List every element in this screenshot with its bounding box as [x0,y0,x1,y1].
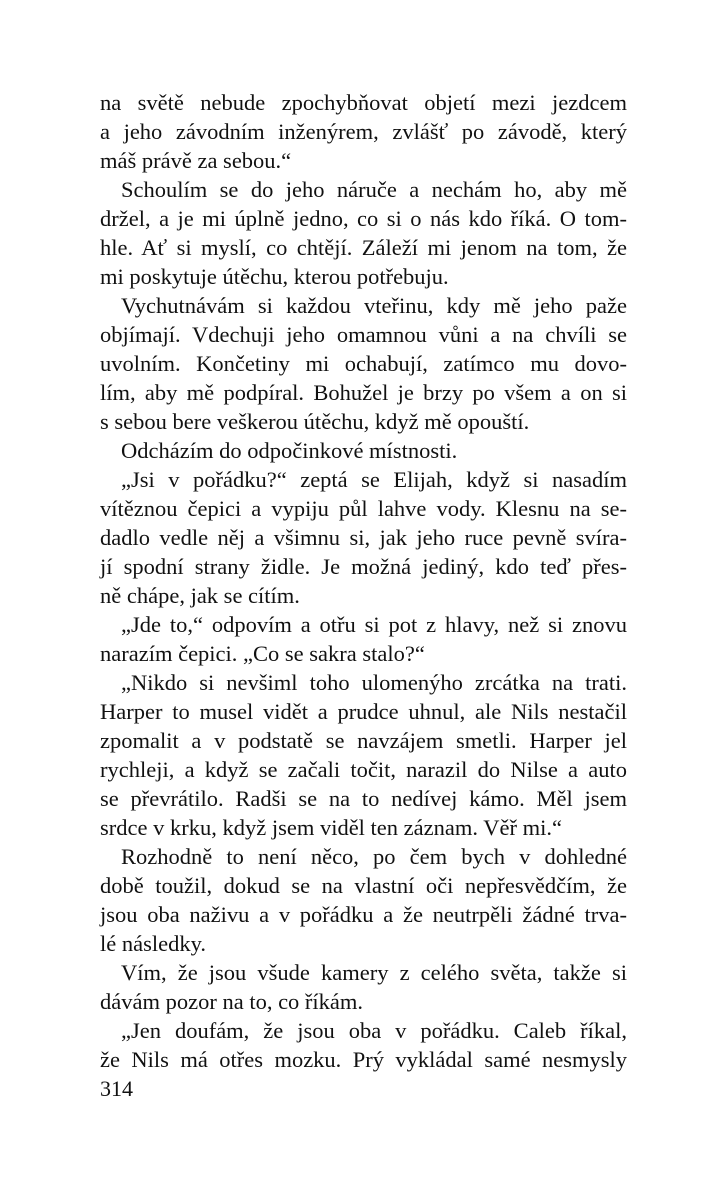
text-line: jsou oba naživu a v pořádku a že neutrpěli žádné trva- [100,902,627,927]
text-line: Rozhodně to není něco, po čem bych v dohledné [121,844,627,869]
text-line: srdce v krku, když jsem viděl ten záznam. Věř mi.“ [100,815,562,840]
book-page-body [100,88,627,1074]
text-line: Odcházím do odpočinkové místnosti. [121,438,458,463]
text-line: jí spodní strany židle. Je možná jediný, kdo teď přes- [100,554,627,579]
text-line: zpomalit a v podstatě se navzájem smetli. Harper jel [100,728,627,753]
paragraph [100,610,627,668]
text-line: narazím čepici. „Co se sakra stalo?“ [100,641,425,666]
text-line: uvolním. Končetiny mi ochabují, zatímco mu dovo- [100,351,627,376]
text-line: hle. Ať si myslí, co chtějí. Záleží mi jenom na tom, že [100,235,627,260]
text-line: Schoulím se do jeho náruče a nechám ho, aby mě [121,177,627,202]
paragraph [100,842,627,958]
text-line: a jeho závodním inženýrem, zvlášť po závodě, který [100,119,627,144]
text-line: „Jsi v pořádku?“ zeptá se Elijah, když si nasadím [121,467,627,492]
paragraph [100,88,627,175]
text-line: držel, a je mi úplně jedno, co si o nás kdo říká. O tom- [100,206,627,231]
text-line: dadlo vedle něj a všimnu si, jak jeho ruce pevně svíra- [100,525,627,550]
paragraph [100,1016,627,1074]
text-line: mi poskytuje útěchu, kterou potřebuju. [100,264,449,289]
text-line: době toužil, dokud se na vlastní oči nepřesvědčím, že [100,873,627,898]
paragraph [100,465,627,610]
text-line: dávám pozor na to, co říkám. [100,989,364,1014]
text-line: „Jde to,“ odpovím a otřu si pot z hlavy, než si znovu [121,612,627,637]
text-line: že Nils má otřes mozku. Prý vykládal samé nesmysly [100,1047,627,1072]
text-line: ně chápe, jak se cítím. [100,583,300,608]
text-line: vítěznou čepici a vypiju půl lahve vody. Klesnu na se- [100,496,627,521]
text-line: „Jen doufám, že jsou oba v pořádku. Caleb říkal, [121,1018,627,1043]
text-line: „Nikdo si nevšiml toho ulomenýho zrcátka na trati. [121,670,627,695]
paragraph [100,175,627,291]
page-number: 314 [100,1076,133,1101]
paragraph [100,668,627,842]
text-line: lím, aby mě podpíral. Bohužel je brzy po všem a on si [100,380,627,405]
text-line: máš právě za sebou.“ [100,148,292,173]
text-line: objímají. Vdechuji jeho omamnou vůni a na chvíli se [100,322,627,347]
paragraph [100,436,627,465]
text-line: na světě nebude zpochybňovat objetí mezi jezdcem [100,90,627,115]
paragraph [100,958,627,1016]
text-line: Harper to musel vidět a prudce uhnul, ale Nils nestačil [100,699,627,724]
text-line: Vychutnávám si každou vteřinu, kdy mě jeho paže [121,293,627,318]
paragraph [100,291,627,436]
text-line: se převrátilo. Radši se na to nedívej kámo. Měl jsem [100,786,627,811]
text-line: s sebou bere veškerou útěchu, když mě opouští. [100,409,530,434]
text-line: Vím, že jsou všude kamery z celého světa, takže si [121,960,627,985]
text-line: rychleji, a když se začali točit, narazil do Nilse a auto [100,757,627,782]
text-line: lé následky. [100,931,207,956]
